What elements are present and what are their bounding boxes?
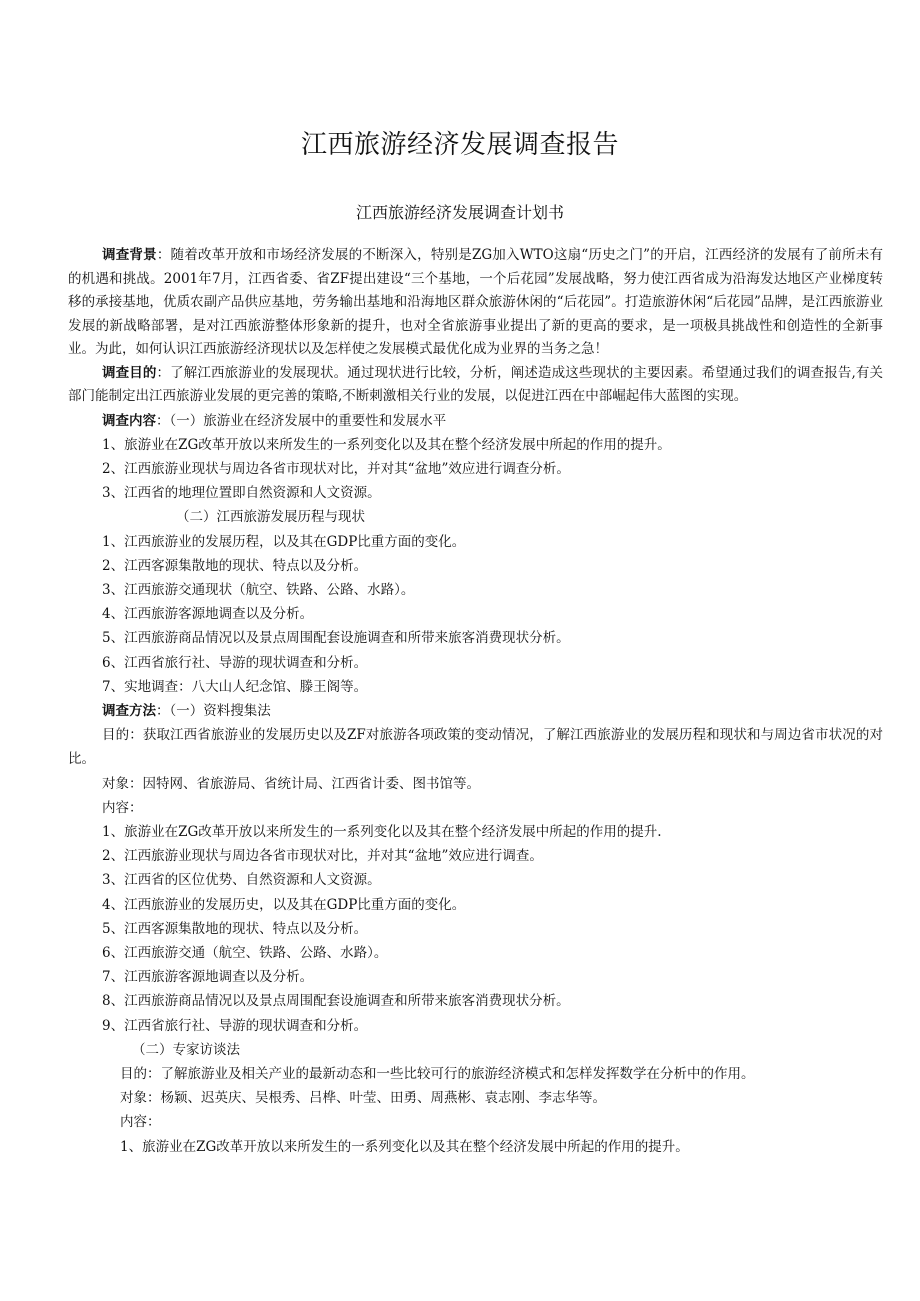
list-item: 9、江西省旅行社、导游的现状调查和分析。 (102, 1017, 368, 1034)
document-body (68, 244, 883, 1159)
list-item: 2、江西客源集散地的现状、特点以及分析。 (102, 557, 368, 574)
list-item: 1、旅游业在ZG改革开放以来所发生的一系列变化以及其在整个经济发展中所起的作用的提升。 (102, 436, 671, 453)
background-paragraph (68, 244, 883, 362)
method-objects: 对象：因特网、省旅游局、省统计局、江西省计委、图书馆等。 (102, 775, 480, 792)
list-item: 6、江西旅游交通（航空、铁路、公路、水路）。 (102, 944, 388, 961)
list-item: 4、江西旅游客源地调查以及分析。 (102, 606, 314, 623)
method-heading (68, 699, 883, 723)
method-content-label: 内容： (102, 799, 143, 816)
page-subtitle: 江西旅游经济发展调查计划书 (355, 203, 564, 222)
method-section-2: （二）专家访谈法 (132, 1041, 240, 1058)
list-item: 1、旅游业在ZG改革开放以来所发生的一系列变化以及其在整个经济发展中所起的作用的提升。 (120, 1138, 689, 1155)
list-item: 4、江西旅游业的发展历史，以及其在GDP比重方面的变化。 (102, 896, 466, 913)
list-item: 5、江西客源集散地的现状、特点以及分析。 (102, 920, 368, 937)
list-item: 2、江西旅游业现状与周边各省市现状对比，并对其“盆地”效应进行调查分析。 (102, 460, 570, 477)
content-section-1: ：（一）旅游业在经济发展中的重要性和发展水平 (156, 412, 447, 429)
method-goal: 目的：获取江西省旅游业的发展历史以及ZF对旅游各项政策的变动情况，了解江西旅游业的发展历程和现状和与周边省市状况的对比。 (68, 727, 883, 768)
list-item: 3、江西省的区位优势、自然资源和人文资源。 (102, 872, 381, 889)
method-section-1: ：（一）资料搜集法 (156, 702, 271, 719)
list-item: 3、江西旅游交通现状（航空、铁路、公路、水路）。 (102, 581, 415, 598)
background-label: 调查背景 (102, 247, 157, 263)
list-item: 6、江西省旅行社、导游的现状调查和分析。 (102, 654, 368, 671)
list-item: 7、实地调查：八大山人纪念馆、滕王阁等。 (102, 678, 368, 695)
content-label: 调查内容 (102, 412, 156, 429)
page-title: 江西旅游经济发展调查报告 (300, 130, 619, 160)
method-goal-2: 目的：了解旅游业及相关产业的最新动态和一些比较可行的旅游经济模式和怎样发挥数学在分析中的作用。 (120, 1065, 755, 1082)
list-item: 1、江西旅游业的发展历程，以及其在GDP比重方面的变化。 (102, 533, 466, 550)
list-item: 1、旅游业在ZG改革开放以来所发生的一系列变化以及其在整个经济发展中所起的作用的提升. (102, 823, 662, 840)
purpose-paragraph (68, 362, 883, 409)
list-item: 8、江西旅游商品情况以及景点周围配套设施调查和所带来旅客消费现状分析。 (102, 993, 570, 1010)
method-content-label-2: 内容： (120, 1114, 161, 1131)
list-item: 2、江西旅游业现状与周边各省市现状对比，并对其“盆地”效应进行调查。 (102, 848, 543, 865)
method-objects-2: 对象：杨颖、迟英庆、吴根秀、吕桦、叶莹、田勇、周燕彬、袁志刚、李志华等。 (120, 1090, 606, 1107)
list-item: 3、江西省的地理位置即自然资源和人文资源。 (102, 485, 381, 502)
background-text: ：随着改革开放和市场经济发展的不断深入，特别是ZG加入WTO这扇“历史之门”的开启，江西经济的发展有了前所未有的机遇和挑战。2001年7月，江西省委、省ZF提出建设“三个基地，一个后花园”发展战略，努力使江西省成为沿海发达地区产业梯度转移的承接基地，优质农副产品供应基地，劳务输出基地和沿海地区群众旅游休闲的“后花园”。打造旅游休闲“后花园”品牌，是江西旅游业发展的新战略部署，是对江西旅游整体形象新的提升，也对全省旅游事业提出了新的更高的要求，是一项极具挑战性和创造性的全新事业。为此，如何认识江西旅游经济现状以及怎样使之发展模式最优化成为业界的当务之急！ (68, 247, 883, 357)
list-item: 7、江西旅游客源地调查以及分析。 (102, 969, 314, 986)
method-label: 调查方法 (102, 702, 156, 719)
content-heading (68, 409, 883, 433)
purpose-label: 调查目的 (102, 364, 157, 381)
purpose-text: ：了解江西旅游业的发展现状。通过现状进行比较，分析，阐述造成这些现状的主要因素。希望通过我们的调查报告,有关部门能制定出江西旅游业发展的更完善的策略,不断刺激相关行业的发展，以促进江西在中部崛起伟大蓝图的实现。 (68, 364, 884, 404)
list-item: 5、江西旅游商品情况以及景点周围配套设施调查和所带来旅客消费现状分析。 (102, 630, 570, 647)
content-section-2: （二）江西旅游发展历程与现状 (176, 509, 365, 526)
